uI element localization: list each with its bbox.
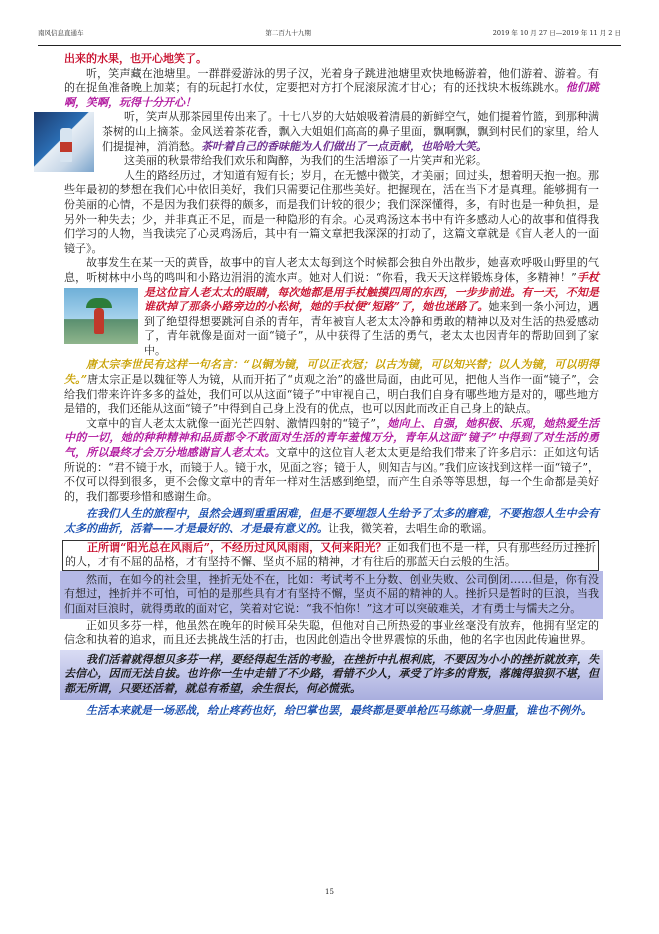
paragraph-tea: 听，笑声从那茶园里传出来了。十七八岁的大姑娘吸着清晨的新鲜空气，她们提着竹篮，到那种满茶树的山上摘茶。金风送着茶花香，飘入大姐姐们高高的鼻子里面，飘啊飘，飘到村民们的家里，给人们提提神，消消愁。茶叶着自己的香味能为人们做出了一点贡献，也哈哈大笑。: [64, 110, 599, 154]
paragraph-mirror: 文章中的盲人老太太就像一面光芒四射、激情四射的“镜子”，她向上、自强，她积极、乐观，她热爱生活中的一切，她的种种精神和品质都令不敢面对生活的青年羞愧万分，青年从这面“镜子”中得到了对生活的勇气，所以最终才会万分地感谢盲人老太太。文章中的这位盲人老太太更是给我们带来了许多启示：正如这句话所说的：“君不镜于水，而镜于人。镜于水，见面之容；镜于人，则知吉与凶。”我们应该找到这样一面“镜子”，不仅可以得到很多，更不会像文章中的青年一样对生活感到绝望，而产生自杀等等思想，每一个生命都是美好的，我们都要珍惜和感谢生命。: [64, 416, 600, 503]
paragraph-pond: 听，笑声藏在池塘里。一群群爱游泳的男子汉，光着身子跳进池塘里欢快地畅游着，他们游着、游着。有的在捉鱼准备晚上加菜；有的玩起打水仗，定要把对方打个屁滚尿流才甘心；有的还找块木板练跳水。他们跳啊，笑啊，玩得十分开心！: [64, 66, 600, 109]
paragraph-journey: 在我们人生的旅程中，虽然会遇到重重困难，但是不要埋怨人生给予了太多的磨难，不要抱怨人生中会有太多的曲折，活着——才是最好的、才是最有意义的。让我，微笑着，去唱生命的歌谣。: [64, 507, 599, 535]
page-header: [38, 28, 621, 46]
page-number: 15: [325, 888, 334, 896]
paragraph-autumn: 这美丽的秋景带给我们欢乐和陶醉，为我们的生活增添了一片笑声和光彩。: [124, 154, 487, 168]
opening-line: 出来的水果，也开心地笑了。: [64, 52, 207, 65]
header-right: 2019 年 10 月 27 日—2019 年 11 月 2 日: [492, 29, 621, 37]
cane-highlight: 手杖是这位盲人老太太的眼睛，每次她都是用手杖触摸四周的东西，一步步前进。有一天，不知是谁砍掉了那条小路旁边的小松树，她的手杖便“短路”了，她也迷路了。: [144, 270, 599, 314]
paragraph-story: 故事发生在某一天的黄昏，故事中的盲人老太太每到这个时候都会独自外出散步，她喜欢呼吸山野里的气息，听树林中小鸟的鸣叫和小路边涓涓的流水声。她对人们说：“你看，我天天这样锻炼身体，多精神！” 手杖是这位盲人老太太的眼睛，每次她都是用手杖触摸四周的东西，一步步前进。有一天，不知是谁砍掉了那条小路旁边的小松树，她的手杖便“短路”了，她也迷路了。她来到一条小河边，遇到了绝望得想要跳河自杀的青年，青年被盲人老太太冷静和勇敢的精神以及对生活的热爱感动了，青年就像是面对一面“镜子”，从中获得了生活的勇气，老太太也因青年的帮助回到了家中。: [64, 256, 599, 357]
encouragement-band: 我们活着就得想贝多芬一样，要经得起生活的考验，在挫折中扎根利底，不要因为小小的挫折就放弃，失去信心，因而无法自拔。也许你一生中走错了不少路，看错不少人，承受了许多的背叛，落魄得狼狈不堪，但都无所谓，只要还活着，就总有希望，余生很长，何必慌张。: [60, 650, 603, 700]
umbrella-photo: [64, 288, 138, 344]
paragraph-life: 人生的路经历过，才知道有短有长；岁月，在无憾中微笑，才美丽；回过头，想着明天抱一抱。那些年最初的梦想在我们心中依旧美好，我们只需要记住那些美好。把握现在，活在当下才是真理。能够拥有一份美丽的心情，不是因为我们获得的颇多，而是我们计较的很少；我们深深懂得，多，有时也是一种负担，是另外一种失去；少，并非真正不足，而是一种隐形的有余。心灵鸡汤这本书中有许多感动人心的故事和值得我们学习的人物，当我读完了心灵鸡汤后，其中有一篇文章把我深深的打动了，这篇文章就是《盲人老人的一面镜子》。: [64, 168, 599, 255]
setback-band: 然而，在如今的社会里，挫折无处不在，比如：考试考不上分数、创业失败、公司倒闭……但是，你有没有想过，挫折并不可怕，可怕的是那些具有才有坚持不懈，坚贞不屈的精神的人。挫折只是暂时的巨浪，当我们面对巨浪时，就得勇敢的面对它，笑着对它说：“我不怕你！”这才可以突破难关，才有勇士与懦夫之分。: [60, 571, 603, 619]
paragraph-tang: 唐太宗李世民有这样一句名言：“以铜为镜，可以正衣冠；以古为镜，可以知兴替；以人为镜，可以明得失。”唐太宗正是以魏征等人为镜，从而开拓了“贞观之治”的盛世局面，由此可见，把他人当作一面“镜子”，会给我们带来许许多多的益处，我们可以从这面“镜子”中审视自己，明白我们自身有哪些地方是对的，哪些地方是错的，我们还能从这面“镜子”中得到自己身上没有的优点，也可以因此而改正自己身上的缺点。: [64, 358, 599, 416]
mirror-highlight: 她向上、自强，她积极、乐观，她热爱生活中的一切，她的种种精神和品质都令不敢面对生活的青年羞愧万分，青年从这面“镜子”中得到了对生活的勇气，所以最终才会万分地感谢盲人老太太。: [64, 416, 599, 460]
closing-line: 生活本来就是一场恶战，给止疼药也好，给巴掌也罢，最终都是要单枪匹马练就一身胆量，谁也不例外。: [86, 703, 592, 717]
header-left: 南风信息直通车: [38, 29, 84, 37]
sunshine-quote: 正所谓“阳光总在风雨后”，不经历过风风雨雨，又何来阳光？: [87, 540, 387, 554]
paragraph-beethoven: 正如贝多芬一样，他虽然在晚年的时候耳朵失聪，但他对自己所热爱的事业丝毫没有放弃，他拥有坚定的信念和执着的追求，而且还去挑战生活的打击，也因此创造出令世界震惊的乐曲，他的名字也因此传遍世界。: [64, 618, 599, 647]
tang-quote: 唐太宗李世民有这样一句名言：“以铜为镜，可以正衣冠；以古为镜，可以知兴替；以人为镜，可以明得失。”: [64, 358, 599, 387]
article-body: [64, 52, 599, 718]
tea-photo: [34, 112, 94, 172]
journey-highlight: 在我们人生的旅程中，虽然会遇到重重困难，但是不要埋怨人生给予了太多的磨难，不要抱怨人生中会有太多的曲折，活着——才是最好的、才是最有意义的。: [64, 507, 599, 535]
sunshine-box: 正所谓“阳光总在风雨后”，不经历过风风雨雨，又何来阳光？正如我们也不是一样，只有那些经历过挫折的人，才有不屈的品格，才有坚持不懈、坚贞不屈的精神，才有往后的那蓝天白云般的生活。: [62, 540, 599, 571]
tea-highlight: 茶叶着自己的香味能为人们做出了一点贡献，也哈哈大笑。: [201, 139, 487, 153]
header-center: 第二百九十九期: [265, 29, 311, 37]
pond-highlight: 他们跳啊，笑啊，玩得十分开心！: [64, 81, 600, 109]
